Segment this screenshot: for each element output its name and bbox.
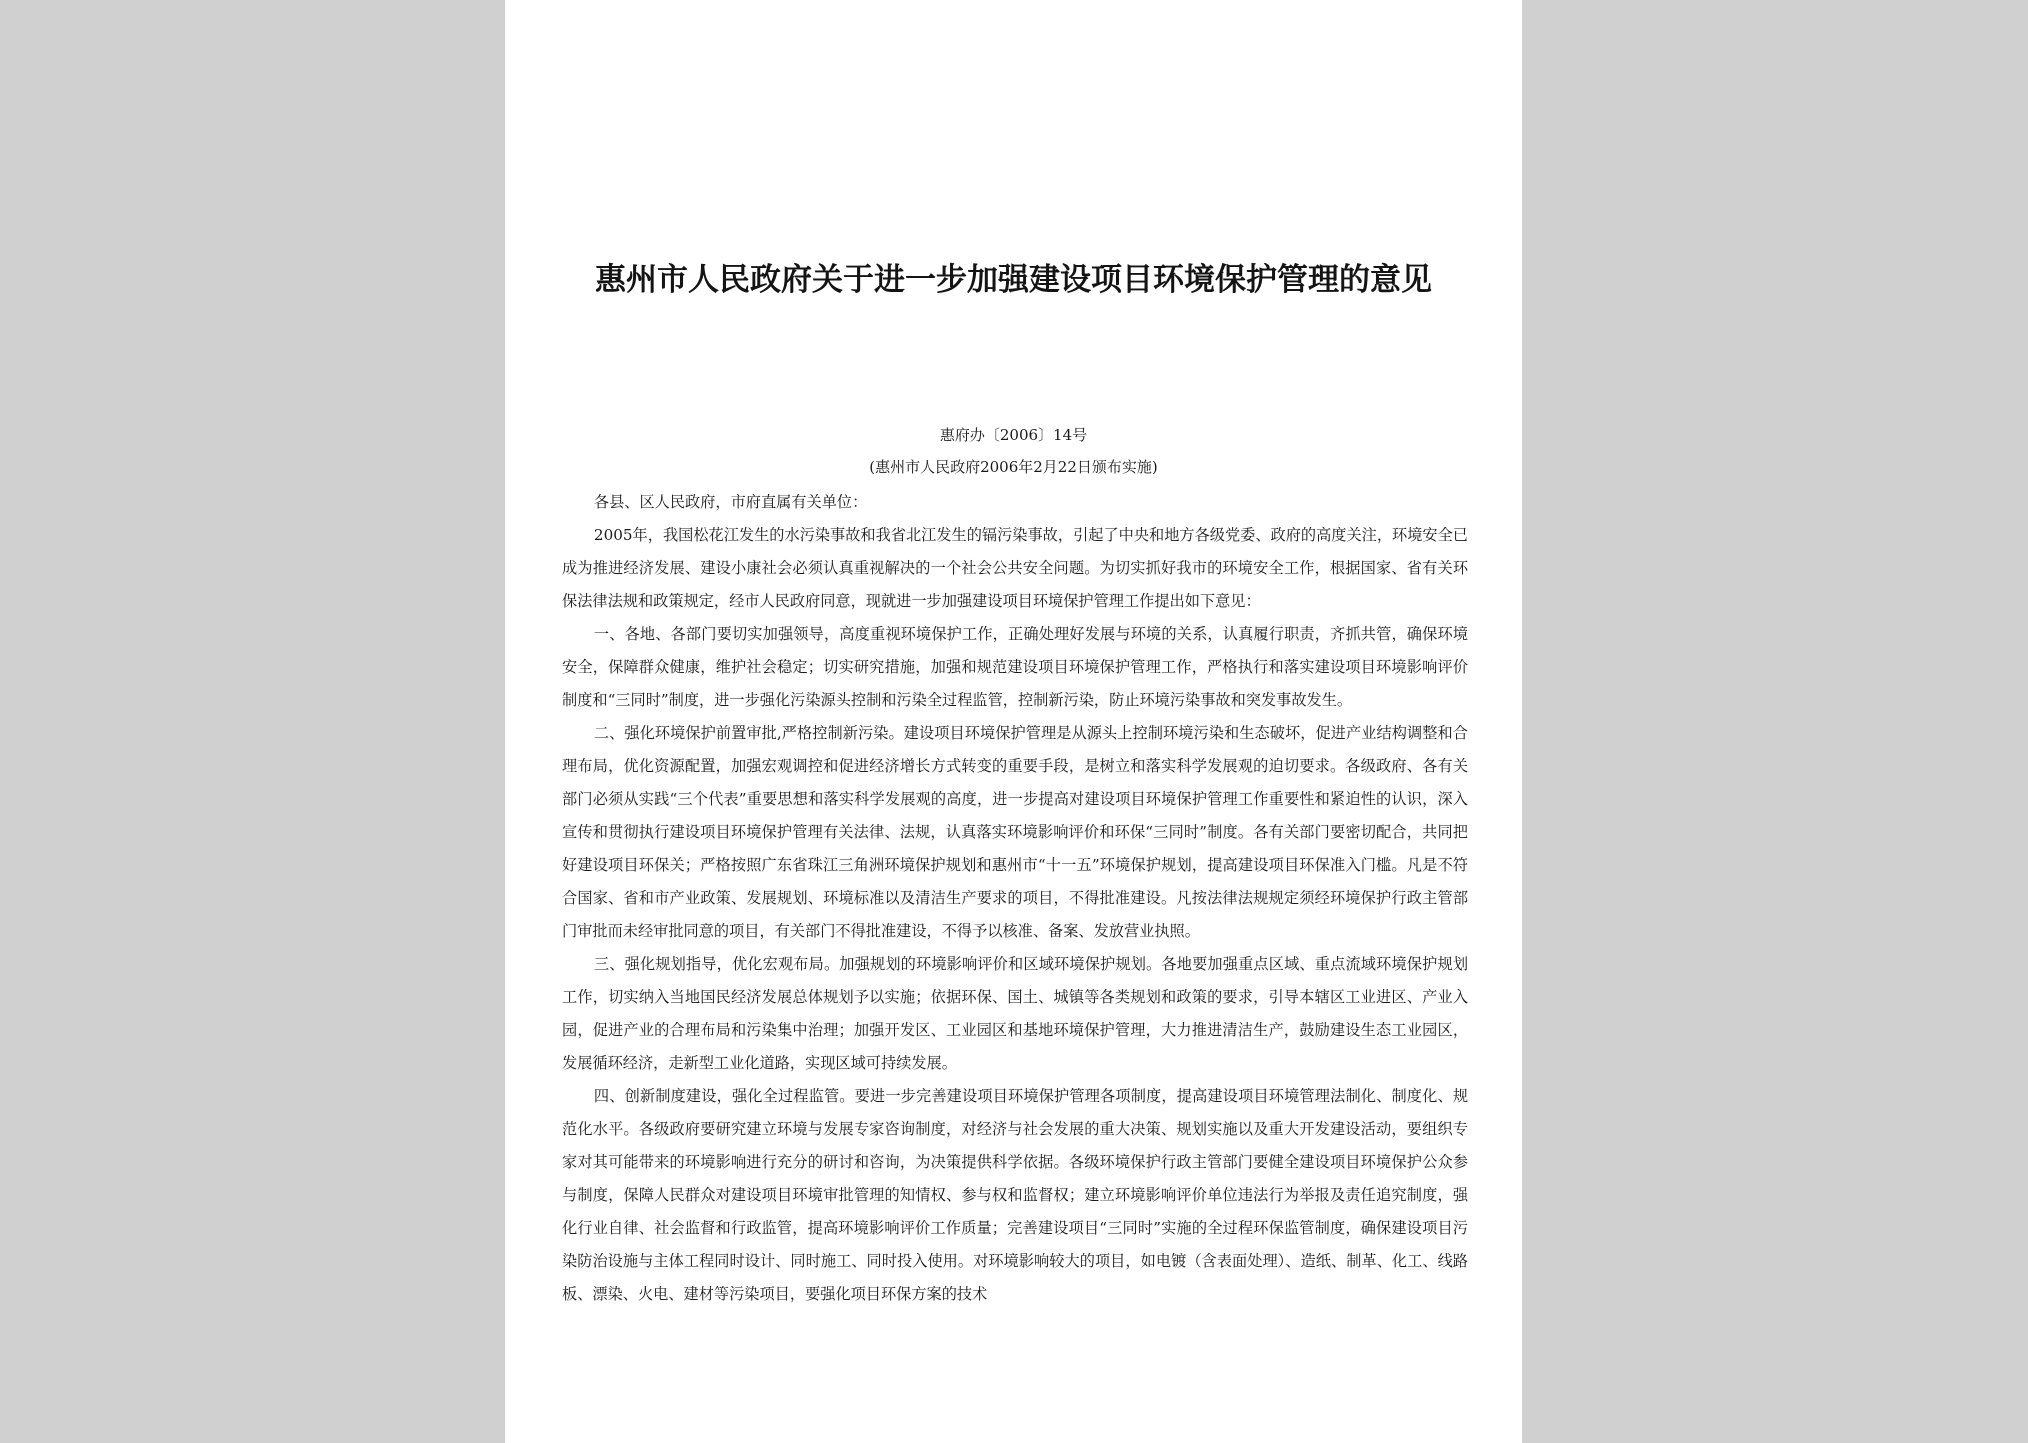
paragraph-4: 四、创新制度建设，强化全过程监管。要进一步完善建设项目环境保护管理各项制度，提高建设项目环境管理法制化、制度化、规范化水平。各级政府要研究建立环境与发展专家咨询制度，对经济与社会发展的重大决策、规划实施以及重大开发建设活动，要组织专家对其可能带来的环境影响进行充分的研讨和咨询，为决策提供科学依据。各级环境保护行政主管部门要健全建设项目环境保护公众参与制度，保障人民群众对建设项目环境审批管理的知情权、参与权和监督权；建立环境影响评价单位违法行为举报及责任追究制度，强化行业自律、社会监督和行政监管，提高环境影响评价工作质量；完善建设项目“三同时”实施的全过程环保监管制度，确保建设项目污染防治设施与主体工程同时设计、同时施工、同时投入使用。对环境影响较大的项目，如电镀（含表面处理）、造纸、制革、化工、线路板、漂染、火电、建材等污染项目，要强化项目环保方案的技术 xyxy=(562,1087,1468,1303)
document-number: 惠府办〔2006〕14号 xyxy=(939,426,1088,444)
paragraph-3: 三、强化规划指导，优化宏观布局。加强规划的环境影响评价和区域环境保护规划。各地要加强重点区域、重点流域环境保护规划工作，切实纳入当地国民经济发展总体规划予以实施；依据环保、国土、城镇等各类规划和政策的要求，引导本辖区工业进区、产业入园，促进产业的合理布局和污染集中治理；加强开发区、工业园区和基地环境保护管理，大力推进清洁生产，鼓励建设生态工业园区，发展循环经济，走新型工业化道路，实现区域可持续发展。 xyxy=(562,955,1468,1072)
paragraph-intro: 2005年，我国松花江发生的水污染事故和我省北江发生的镉污染事故，引起了中央和地方各级党委、政府的高度关注，环境安全已成为推进经济发展、建设小康社会必须认真重视解决的一个社会公共安全问题。为切实抓好我市的环境安全工作，根据国家、省有关环保法律法规和政策规定，经市人民政府同意，现就进一步加强建设项目环境保护管理工作提出如下意见： xyxy=(562,526,1468,610)
paragraph-2: 二、强化环境保护前置审批,严格控制新污染。建设项目环境保护管理是从源头上控制环境污染和生态破坏，促进产业结构调整和合理布局，优化资源配置，加强宏观调控和促进经济增长方式转变的重要手段，是树立和落实科学发展观的迫切要求。各级政府、各有关部门必须从实践“三个代表”重要思想和落实科学发展观的高度，进一步提高对建设项目环境保护管理工作重要性和紧迫性的认识，深入宣传和贯彻执行建设项目环境保护管理有关法律、法规，认真落实环境影响评价和环保“三同时”制度。各有关部门要密切配合，共同把好建设项目环保关；严格按照广东省珠江三角洲环境保护规划和惠州市“十一五”环境保护规划，提高建设项目环保准入门槛。凡是不符合国家、省和市产业政策、发展规划、环境标准以及清洁生产要求的项目，不得批准建设。凡按法律法规规定须经环境保护行政主管部门审批而未经审批同意的项目，有关部门不得批准建设，不得予以核准、备案、发放营业执照。 xyxy=(562,724,1468,940)
paragraph-1: 一、各地、各部门要切实加强领导，高度重视环境保护工作，正确处理好发展与环境的关系，认真履行职责，齐抓共管，确保环境安全，保障群众健康，维护社会稳定；切实研究措施，加强和规范建设项目环境保护管理工作，严格执行和落实建设项目环境影响评价制度和“三同时”制度，进一步强化污染源头控制和污染全过程监管，控制新污染，防止环境污染事故和突发事故发生。 xyxy=(562,625,1468,709)
document-body xyxy=(562,486,1468,1311)
document-page xyxy=(505,0,1522,1443)
document-title: 惠州市人民政府关于进一步加强建设项目环境保护管理的意见 xyxy=(595,262,1432,298)
salutation: 各县、区人民政府，市府直属有关单位： xyxy=(593,493,868,511)
issue-note: (惠州市人民政府2006年2月22日颁布实施) xyxy=(869,458,1158,476)
